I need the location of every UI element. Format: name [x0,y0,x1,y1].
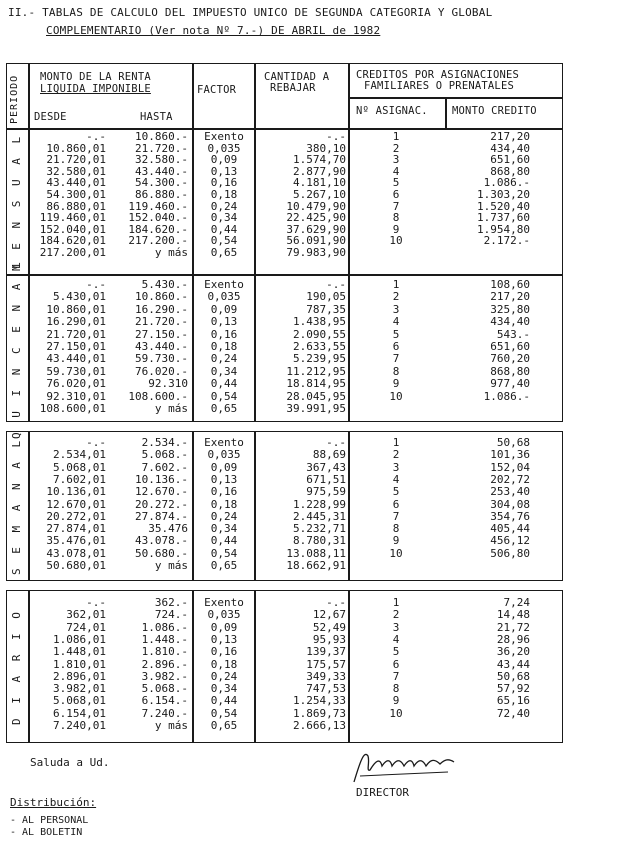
cell-rebajar: 1.228,99 [293,497,346,511]
header-creditos-line1: CREDITOS POR ASIGNACIONES [356,69,520,81]
cell-factor: 0,34 [210,211,238,225]
cell-hasta: 86.880.- [135,188,188,201]
cell-credito: 354,76 [490,509,530,523]
cell-asignac: 6 [392,497,400,511]
cell-asignac: 7 [392,669,400,683]
cell-desde: 43.078,01 [46,546,106,560]
cell-hasta: 152.040.- [128,211,188,225]
cell-factor: 0,34 [210,682,238,696]
cell-factor: 0,035 [207,141,241,155]
cell-rebajar: -.- [326,436,346,449]
cell-asignac: 10 [389,546,403,560]
cell-desde: 10.860,01 [46,302,106,316]
header-cantidad-line1: CANTIDAD A [264,71,330,83]
cell-factor: 0,24 [210,669,238,683]
cell-desde: 59.730,01 [46,364,106,378]
period-label: M E N S U A L [10,132,23,271]
cell-credito: 1.086.- [483,389,530,403]
cell-asignac: 3 [392,153,400,167]
cell-factor: 0,65 [210,559,238,572]
cell-desde: 3.982,01 [53,682,106,696]
cell-credito: 760,20 [490,352,530,366]
cell-rebajar: 2.445,31 [293,509,346,523]
cell-factor: 0,44 [210,534,238,548]
cell-rebajar: 95,93 [312,632,346,646]
cell-factor: 0,34 [210,364,238,378]
cell-asignac: 7 [392,352,400,366]
cell-credito: 434,40 [490,315,530,329]
cell-rebajar: 367,43 [306,460,346,474]
header-cantidad-line2: REBAJAR [270,82,316,94]
cell-desde: 1.810,01 [53,657,106,671]
cell-rebajar: 22.425,90 [286,211,346,225]
cell-factor: 0,16 [210,645,238,659]
cell-desde: 184.620,01 [39,234,106,248]
cell-credito: 65,16 [496,694,530,708]
cell-credito: 217,20 [490,130,530,143]
cell-hasta: 6.154.- [141,694,188,708]
cell-asignac: 4 [392,632,400,646]
cell-rebajar: 8.780,31 [293,534,346,548]
cell-credito: 434,40 [490,141,530,155]
cell-desde: 724,01 [66,620,106,634]
cell-factor: 0,24 [210,199,238,213]
cell-asignac: 2 [392,141,400,155]
cell-asignac: 4 [392,164,400,178]
cell-credito: 28,96 [496,632,530,646]
cell-asignac: 6 [392,340,400,353]
cell-asignac: 6 [392,657,400,671]
cell-rebajar: 175,57 [306,657,346,671]
cell-factor: 0,18 [210,188,238,201]
cell-desde: 6.154,01 [53,706,106,720]
cell-factor: 0,18 [210,657,238,671]
cell-rebajar: 1.869,73 [293,706,346,720]
cell-credito: 1.954,80 [477,222,530,236]
cell-hasta: 27.874.- [135,509,188,523]
cell-rebajar: 5.232,71 [293,522,346,536]
cell-credito: 325,80 [490,302,530,316]
cell-factor: 0,24 [210,352,238,366]
cell-rebajar: 975,59 [306,485,346,499]
cell-credito: 1.303,20 [477,188,530,201]
cell-hasta: 59.730.- [135,352,188,366]
cell-desde: 35.476,01 [46,534,106,548]
cell-rebajar: 11.212,95 [286,364,346,378]
cell-asignac: 9 [392,534,400,548]
cell-factor: 0,18 [210,340,238,353]
cell-factor: 0,44 [210,694,238,708]
cell-factor: 0,54 [210,546,238,560]
cell-desde: 76.020,01 [46,377,106,391]
cell-factor: Exento [204,130,244,143]
cell-desde: 362,01 [66,608,106,622]
cell-hasta: 50.680.- [135,546,188,560]
cell-desde: 5.068,01 [53,460,106,474]
cell-factor: 0,34 [210,522,238,536]
cell-credito: 651,60 [490,340,530,353]
cell-factor: 0,16 [210,485,238,499]
cell-desde: 7.240,01 [53,719,106,732]
cell-rebajar: 787,35 [306,302,346,316]
cell-asignac: 9 [392,694,400,708]
cell-rebajar: 671,51 [306,472,346,486]
cell-factor: 0,65 [210,719,238,732]
cell-desde: 2.534,01 [53,448,106,462]
cell-hasta: 184.620.- [128,222,188,236]
cell-asignac: 7 [392,199,400,213]
period-label: Q U I N C E N A L [10,258,23,439]
cell-credito: 1.520,40 [477,199,530,213]
cell-rebajar: 10.479,90 [286,199,346,213]
header-asignac: Nº ASIGNAC. [356,105,428,117]
cell-desde: 119.460,01 [39,211,106,225]
cell-credito: 651,60 [490,153,530,167]
cell-rebajar: 139,37 [306,645,346,659]
cell-desde: 7.602,01 [53,472,106,486]
cell-credito: 868,80 [490,164,530,178]
cell-asignac: 9 [392,222,400,236]
cell-asignac: 3 [392,460,400,474]
cell-asignac: 5 [392,327,400,341]
cell-desde: -.- [86,278,106,291]
cell-factor: Exento [204,278,244,291]
cell-rebajar: 18.814,95 [286,377,346,391]
cell-rebajar: -.- [326,596,346,609]
cell-asignac: 10 [389,706,403,720]
header-monto-line1: MONTO DE LA RENTA [40,71,151,83]
cell-factor: 0,035 [207,290,241,304]
cell-hasta: 43.440.- [135,340,188,353]
cell-factor: 0,13 [210,472,238,486]
cell-hasta: 724.- [154,608,188,622]
cell-rebajar: 18.662,91 [286,559,346,572]
cell-hasta: 7.602.- [141,460,188,474]
cell-rebajar: 2.877,90 [293,164,346,178]
cell-asignac: 8 [392,364,400,378]
cell-rebajar: 2.633,55 [293,340,346,353]
cell-desde: 54.300,01 [46,188,106,201]
cell-rebajar: 1.574,70 [293,153,346,167]
cell-credito: 2.172.- [483,234,530,248]
cell-factor: Exento [204,436,244,449]
cell-credito: 101,36 [490,448,530,462]
director-signature [350,742,460,787]
cell-factor: 0,16 [210,327,238,341]
cell-hasta: y más [154,559,188,572]
cell-rebajar: 349,33 [306,669,346,683]
cell-desde: 32.580,01 [46,164,106,178]
cell-rebajar: 28.045,95 [286,389,346,403]
cell-credito: 1.737,60 [477,211,530,225]
cell-hasta: 43.078.- [135,534,188,548]
cell-factor: 0,65 [210,402,238,415]
cell-asignac: 10 [389,234,403,248]
cell-credito: 152,04 [490,460,530,474]
cell-asignac: 4 [392,472,400,486]
cell-asignac: 5 [392,485,400,499]
cell-credito: 50,68 [496,436,530,449]
cell-asignac: 8 [392,522,400,536]
cell-desde: 2.896,01 [53,669,106,683]
cell-credito: 304,08 [490,497,530,511]
cell-hasta: 21.720.- [135,141,188,155]
cell-rebajar: 2.090,55 [293,327,346,341]
cell-hasta: 1.448.- [141,632,188,646]
cell-desde: -.- [86,596,106,609]
cell-asignac: 1 [392,130,400,143]
cell-rebajar: 5.267,10 [293,188,346,201]
cell-desde: 12.670,01 [46,497,106,511]
cell-credito: 253,40 [490,485,530,499]
cell-credito: 1.086.- [483,176,530,190]
cell-hasta: 35.476 [148,522,188,536]
cell-rebajar: 56.091,90 [286,234,346,248]
header-factor: FACTOR [197,84,237,96]
cell-asignac: 2 [392,608,400,622]
cell-hasta: 21.720.- [135,315,188,329]
cell-hasta: 5.068.- [141,682,188,696]
cell-asignac: 9 [392,377,400,391]
cell-rebajar: 1.438,95 [293,315,346,329]
cell-credito: 543.- [496,327,530,341]
cell-factor: 0,54 [210,706,238,720]
cell-factor: 0,09 [210,153,238,167]
cell-asignac: 1 [392,278,400,291]
cell-asignac: 6 [392,188,400,201]
distribution-item: - AL PERSONAL [10,815,89,826]
cell-asignac: 8 [392,682,400,696]
cell-factor: 0,65 [210,246,238,259]
cell-hasta: 32.580.- [135,153,188,167]
cell-desde: 108.600,01 [39,402,106,415]
header-monto-credito: MONTO CREDITO [452,105,537,117]
cell-rebajar: 380,10 [306,141,346,155]
cell-credito: 868,80 [490,364,530,378]
cell-rebajar: 79.983,90 [286,246,346,259]
cell-asignac: 2 [392,448,400,462]
cell-factor: 0,13 [210,632,238,646]
cell-desde: 1.448,01 [53,645,106,659]
cell-desde: 43.440,01 [46,352,106,366]
cell-desde: 217.200,01 [39,246,106,259]
cell-desde: 21.720,01 [46,153,106,167]
cell-credito: 14,48 [496,608,530,622]
cell-asignac: 1 [392,596,400,609]
cell-asignac: 1 [392,436,400,449]
cell-hasta: 76.020.- [135,364,188,378]
cell-rebajar: 88,69 [312,448,346,462]
cell-hasta: 54.300.- [135,176,188,190]
cell-hasta: 7.240.- [141,706,188,720]
cell-hasta: 5.068.- [141,448,188,462]
header-desde: DESDE [34,111,67,123]
cell-desde: 1.086,01 [53,632,106,646]
cell-desde: 16.290,01 [46,315,106,329]
cell-factor: 0,09 [210,460,238,474]
cell-rebajar: 190,05 [306,290,346,304]
cell-hasta: 119.460.- [128,199,188,213]
cell-desde: 21.720,01 [46,327,106,341]
cell-hasta: 27.150.- [135,327,188,341]
document-title-line2: COMPLEMENTARIO (Ver nota Nº 7.-) DE ABRIL de 1982 [46,24,381,37]
header-creditos-line2: FAMILIARES O PRENATALES [364,80,514,92]
cell-hasta: 2.896.- [141,657,188,671]
closing-saluda: Saluda a Ud. [30,756,110,769]
cell-credito: 202,72 [490,472,530,486]
cell-credito: 21,72 [496,620,530,634]
cell-factor: 0,09 [210,302,238,316]
cell-desde: -.- [86,436,106,449]
cell-hasta: 1.086.- [141,620,188,634]
cell-hasta: 43.440.- [135,164,188,178]
cell-desde: 27.150,01 [46,340,106,353]
document-title-line1: II.- TABLAS DE CALCULO DEL IMPUESTO UNICO DE SEGUNDA CATEGORIA Y GLOBAL [8,6,493,19]
cell-factor: 0,035 [207,448,241,462]
cell-credito: 108,60 [490,278,530,291]
cell-desde: 5.068,01 [53,694,106,708]
header-monto-line2: LIQUIDA IMPONIBLE [40,83,151,95]
cell-hasta: 10.136.- [135,472,188,486]
cell-rebajar: 2.666,13 [293,719,346,732]
cell-rebajar: 747,53 [306,682,346,696]
cell-credito: 7,24 [503,596,530,609]
cell-hasta: 362.- [154,596,188,609]
cell-asignac: 3 [392,302,400,316]
distribution-item: - AL BOLETIN [10,827,83,838]
cell-rebajar: 52,49 [312,620,346,634]
header-hasta: HASTA [140,111,173,123]
cell-hasta: y más [154,402,188,415]
cell-credito: 36,20 [496,645,530,659]
cell-desde: -.- [86,130,106,143]
cell-hasta: 10.860.- [135,130,188,143]
cell-factor: 0,54 [210,234,238,248]
cell-desde: 27.874,01 [46,522,106,536]
cell-asignac: 7 [392,509,400,523]
cell-hasta: 217.200.- [128,234,188,248]
cell-rebajar: 4.181,10 [293,176,346,190]
cell-credito: 57,92 [496,682,530,696]
cell-factor: 0,09 [210,620,238,634]
cell-hasta: 20.272.- [135,497,188,511]
cell-desde: 20.272,01 [46,509,106,523]
cell-desde: 152.040,01 [39,222,106,236]
cell-asignac: 2 [392,290,400,304]
cell-factor: Exento [204,596,244,609]
cell-factor: 0,24 [210,509,238,523]
cell-rebajar: 37.629,90 [286,222,346,236]
cell-credito: 456,12 [490,534,530,548]
cell-factor: 0,035 [207,608,241,622]
cell-rebajar: 12,67 [312,608,346,622]
cell-factor: 0,18 [210,497,238,511]
cell-hasta: 92.310 [148,377,188,391]
cell-rebajar: 1.254,33 [293,694,346,708]
cell-desde: 5.430,01 [53,290,106,304]
header-periodo: PERIODO [9,74,20,124]
cell-factor: 0,54 [210,389,238,403]
cell-rebajar: 13.088,11 [286,546,346,560]
cell-desde: 50.680,01 [46,559,106,572]
cell-credito: 217,20 [490,290,530,304]
cell-hasta: 16.290.- [135,302,188,316]
cell-rebajar: 39.991,95 [286,402,346,415]
cell-desde: 43.440,01 [46,176,106,190]
cell-hasta: 10.860.- [135,290,188,304]
cell-desde: 10.860,01 [46,141,106,155]
cell-hasta: y más [154,719,188,732]
cell-asignac: 8 [392,211,400,225]
cell-asignac: 10 [389,389,403,403]
period-label: S E M A N A L [10,436,23,576]
cell-rebajar: 5.239,95 [293,352,346,366]
cell-hasta: 2.534.- [141,436,188,449]
distribution-heading: Distribución: [10,796,97,809]
cell-factor: 0,13 [210,164,238,178]
cell-desde: 92.310,01 [46,389,106,403]
cell-credito: 43,44 [496,657,530,671]
cell-desde: 86.880,01 [46,199,106,213]
cell-credito: 50,68 [496,669,530,683]
cell-hasta: 3.982.- [141,669,188,683]
cell-desde: 10.136,01 [46,485,106,499]
cell-credito: 506,80 [490,546,530,560]
cell-factor: 0,44 [210,222,238,236]
cell-factor: 0,16 [210,176,238,190]
cell-credito: 405,44 [490,522,530,536]
cell-factor: 0,13 [210,315,238,329]
signature-title-director: DIRECTOR [356,786,409,799]
cell-rebajar: -.- [326,278,346,291]
period-label: D I A R I O [10,608,23,725]
cell-hasta: y más [154,246,188,259]
cell-hasta: 108.600.- [128,389,188,403]
cell-credito: 72,40 [496,706,530,720]
cell-asignac: 4 [392,315,400,329]
cell-factor: 0,44 [210,377,238,391]
cell-hasta: 5.430.- [141,278,188,291]
cell-asignac: 5 [392,645,400,659]
cell-credito: 977,40 [490,377,530,391]
cell-asignac: 3 [392,620,400,634]
cell-hasta: 1.810.- [141,645,188,659]
cell-hasta: 12.670.- [135,485,188,499]
cell-rebajar: -.- [326,130,346,143]
cell-asignac: 5 [392,176,400,190]
